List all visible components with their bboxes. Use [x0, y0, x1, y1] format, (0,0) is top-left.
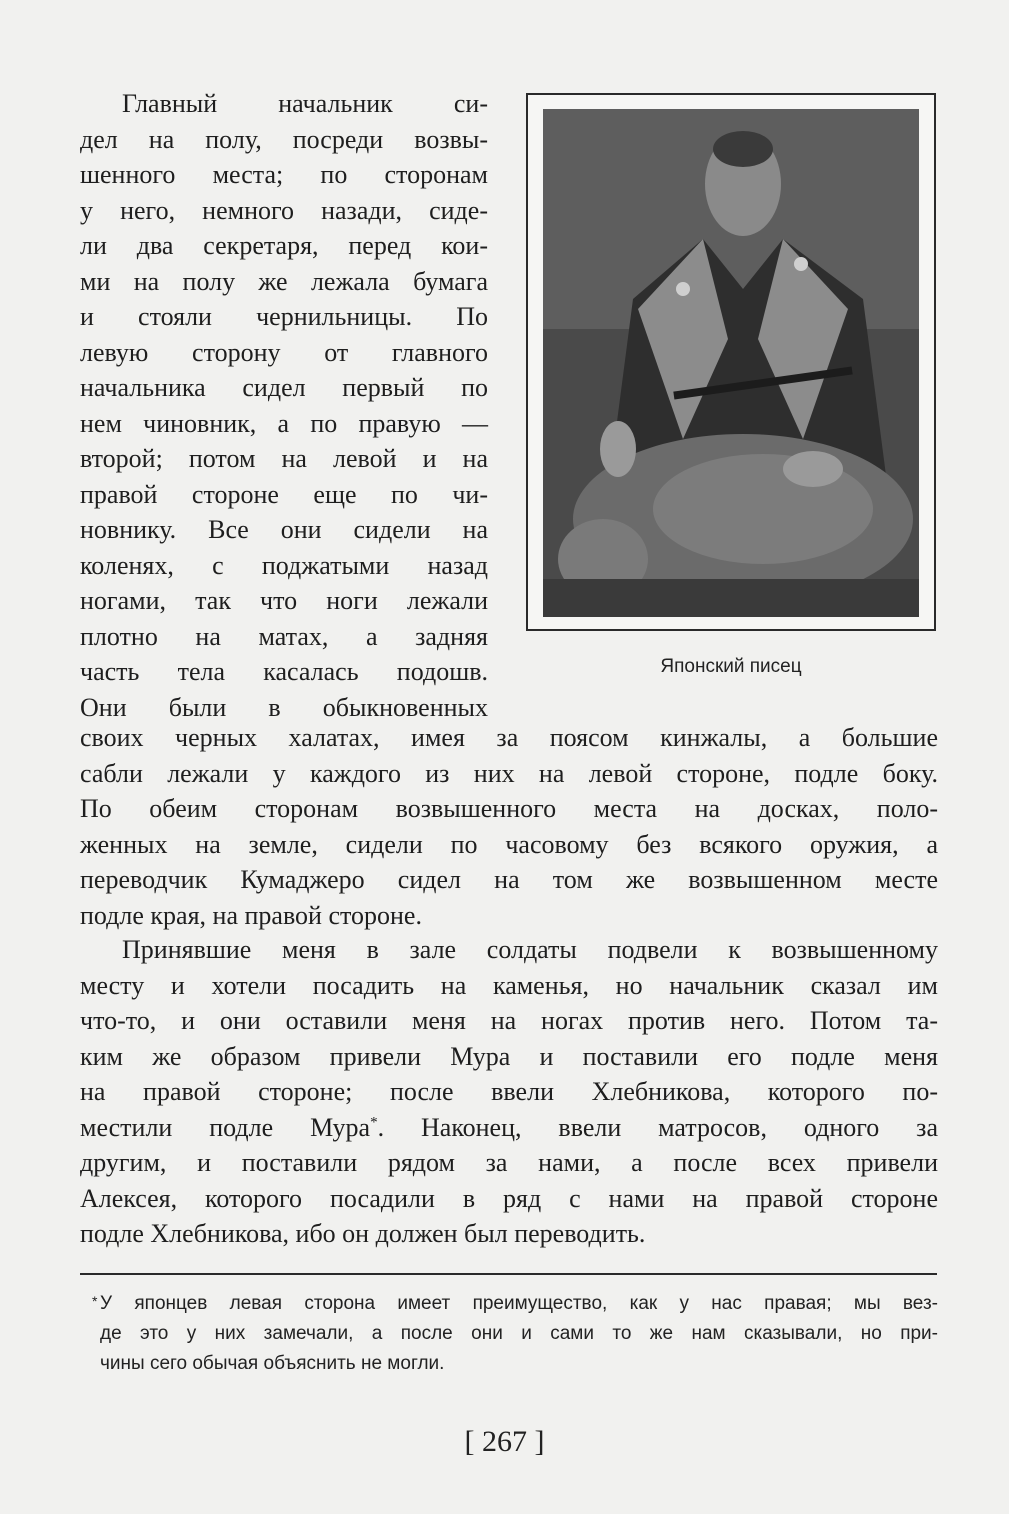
text-line: нем чиновник, а по правую — — [80, 408, 488, 438]
text-line: шенного места; по сторонам — [80, 160, 488, 189]
text-line: начальника сидел первый по — [80, 373, 488, 402]
text-line: ким же образом привели Мура и поставили его подле меня — [80, 1041, 938, 1071]
text-line: на правой стороне; после ввели Хлебникова, которого по- — [80, 1077, 938, 1106]
text-line: своих черных халатах, имея за поясом кинжалы, а большие — [80, 723, 938, 752]
text-fragment: . Наконец, ввели матросов, одного за — [377, 1112, 938, 1142]
text-line: часть тела касалась подошв. — [80, 657, 488, 686]
text-line: переводчик Кумаджеро сидел на том же возвышенном месте — [80, 865, 938, 894]
text-line: Принявшие меня в зале солдаты подвели к возвышенному — [122, 935, 938, 964]
text-line: ногами, так что ноги лежали — [80, 586, 488, 615]
text-line: сабли лежали у каждого из них на левой стороне, подле боку. — [80, 758, 938, 788]
footnote-line: де это у них замечали, а после они и сами то же нам сказывали, но при- — [100, 1323, 938, 1344]
page-number: [ 267 ] — [464, 1425, 545, 1458]
text-line: у него, немного назади, сиде- — [80, 195, 488, 225]
text-line: левую сторону от главного — [80, 337, 488, 367]
text-line: ми на полу же лежала бумага — [80, 266, 488, 296]
text-line: Главный начальник си- — [122, 89, 488, 118]
footnote-line: чины сего обычая объяснить не могли. — [100, 1353, 445, 1374]
text-line: новнику. Все они сидели на — [80, 515, 488, 544]
text-line: Они были в обыкновенных — [80, 692, 488, 722]
paragraph-2 — [80, 932, 938, 1252]
text-line: что-то, и они оставили меня на ногах против него. Потом та- — [80, 1006, 938, 1035]
text-line: женных на земле, сидели по часовому без всякого оружия, а — [80, 829, 938, 859]
text-line: второй; потом на левой и на — [80, 444, 488, 473]
text-line: плотно на матах, а задняя — [80, 621, 488, 651]
text-line: ли два секретаря, перед кои- — [80, 231, 488, 260]
text-fragment: местили подле Мура — [80, 1112, 371, 1142]
figure-frame — [526, 93, 936, 631]
text-line: подле края, на правой стороне. — [80, 900, 422, 930]
paragraph-left-column — [80, 86, 488, 725]
footnote-line: У японцев левая сторона имеет преимущество, как у нас правая; мы вез- — [100, 1293, 938, 1314]
text-line: коленях, с поджатыми назад — [80, 550, 488, 580]
text-line-with-footnote — [80, 1110, 938, 1146]
text-line: и стояли чернильницы. По — [80, 302, 488, 331]
footnote-reference: * — [370, 1113, 378, 1130]
text-line: правой стороне еще по чи- — [80, 479, 488, 509]
text-line: По обеим сторонам возвышенного места на досках, поло- — [80, 794, 938, 823]
scribe-illustration — [543, 109, 919, 617]
text-line: дел на полу, посреди возвы- — [80, 124, 488, 154]
footnote-marker: * — [92, 1293, 98, 1309]
text-line: месту и хотели посадить на каменья, но начальник сказал им — [80, 970, 938, 1000]
scribe-drawing — [543, 109, 919, 617]
figure-caption: Японский писец — [660, 656, 802, 677]
text-line: другим, и поставили рядом за нами, а после всех привели — [80, 1148, 938, 1177]
paragraph-continuation — [80, 720, 938, 933]
footnote — [92, 1289, 938, 1379]
text-line: подле Хлебникова, ибо он должен был переводить. — [80, 1219, 646, 1248]
footnote-divider — [80, 1273, 937, 1275]
text-line: Алексея, которого посадили в ряд с нами на правой стороне — [80, 1183, 938, 1213]
